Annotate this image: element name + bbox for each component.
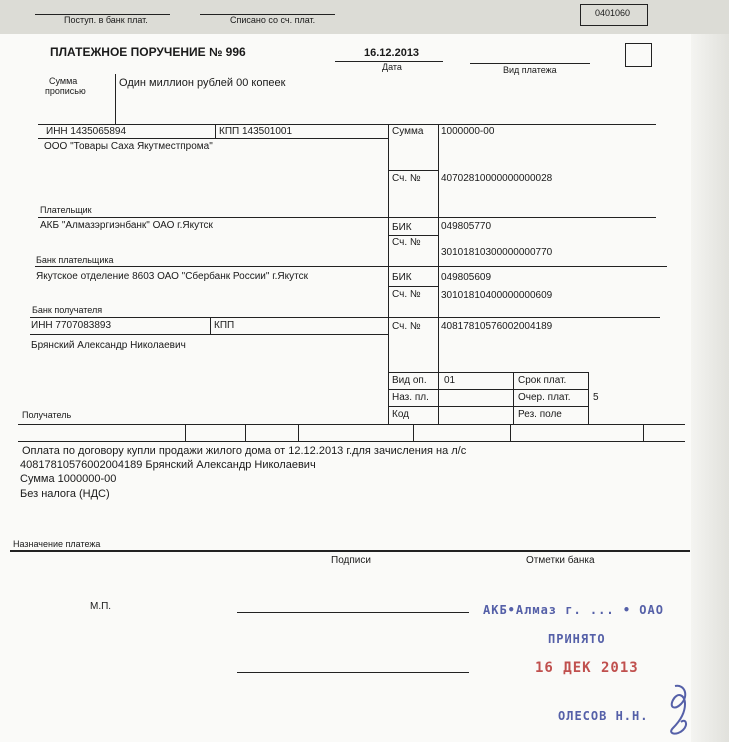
payer-corr: 30101810300000000770 [441,247,553,258]
vid-platezha-line [470,63,590,64]
tax-divider-5 [510,424,511,441]
grid-line-bik1 [388,235,438,236]
vid-platezha-label: Вид платежа [503,65,557,75]
main-vertical-1 [388,124,389,424]
grid-line-purpose [10,550,690,552]
grid-line-codes-top [388,372,588,373]
grid-line-codes-2 [388,406,588,407]
recipient-inn: ИНН 7707083893 [31,320,112,331]
summa-value: 1000000-00 [441,126,495,137]
codes-divider-1 [513,372,514,424]
recipient-bik: 049805609 [441,272,492,283]
podpisi-label: Подписи [331,555,371,566]
payer-section-label: Плательщик [40,205,92,215]
right-shadow [691,34,729,742]
stamp-officer: ОЛЕСОВ Н.Н. [558,709,649,723]
grid-line-bik2 [388,286,438,287]
amount-words-label-2: прописью [45,86,86,96]
purpose-line-3: Сумма 1000000-00 [20,473,117,485]
page-title: ПЛАТЕЖНОЕ ПОРУЧЕНИЕ № 996 [50,45,246,59]
spisano-label: Списано со сч. плат. [230,15,316,25]
payer-corr-label: Сч. № [392,237,421,248]
amount-words-value: Один миллион рублей 00 копеек [119,77,286,89]
recipient-bik-label: БИК [392,272,412,283]
tax-divider-2 [245,424,246,441]
grid-line-payer [38,217,656,218]
grid-line-1 [38,124,656,125]
tax-divider-6 [643,424,644,441]
tax-divider-3 [298,424,299,441]
stamp-date: 16 ДЕК 2013 [535,660,639,676]
signature-line-2 [237,672,469,673]
recipient-account-label: Сч. № [392,321,421,332]
grid-line-payer-bank [35,266,667,267]
ocher-plat-label: Очер. плат. [518,392,571,403]
grid-line-inn [38,138,388,139]
purpose-section-label: Назначение платежа [13,539,101,549]
vid-op-label: Вид оп. [392,375,427,386]
recipient-bank-name: Якутское отделение 8603 ОАО "Сбербанк России" г.Якутск [36,271,308,282]
mp-label: М.П. [90,601,112,612]
grid-line-recipient-inn [30,334,388,335]
payer-bik: 049805770 [441,221,492,232]
ocher-plat-value: 5 [593,392,599,403]
tax-divider-1 [185,424,186,441]
grid-line-tax [18,441,685,442]
payer-inn: ИНН 1435065894 [46,126,127,137]
grid-line-acc [388,170,438,171]
recipient-inn-kpp-divider [210,317,211,334]
payer-account-label: Сч. № [392,173,421,184]
postupl-label: Поступ. в банк плат. [64,15,148,25]
recipient-corr: 30101810400000000609 [441,290,553,301]
recipient-name: Брянский Александр Николаевич [31,340,186,351]
otmetki-banka-label: Отметки банка [526,555,595,566]
amount-words-label-1: Сумма [49,76,78,86]
tax-divider-4 [413,424,414,441]
inn-kpp-divider [215,124,216,138]
summa-label: Сумма [392,126,424,137]
form-code: 0401060 [595,8,631,18]
recipient-bank-section-label: Банк получателя [32,305,103,315]
recipient-kpp: КПП [214,320,235,331]
payer-bank-name: АКБ "Алмазэргиэнбанк" ОАО г.Якутск [40,220,213,231]
srok-plat-label: Срок плат. [518,375,567,386]
date-value: 16.12.2013 [364,47,420,59]
purpose-line-4: Без налога (НДС) [20,488,110,500]
purpose-line-1: Оплата по договору купли продажи жилого дома от 12.12.2013 г.для зачисления на л/с [22,445,467,457]
officer-signature-image [655,682,700,742]
kod-label: Код [392,409,410,420]
vid-op-value: 01 [444,375,456,386]
naz-pl-label: Наз. пл. [392,392,429,403]
recipient-corr-label: Сч. № [392,289,421,300]
main-vertical-2 [438,124,439,424]
payer-bank-section-label: Банк плательщика [36,255,114,265]
recipient-section-label: Получатель [22,410,72,420]
payer-kpp: КПП 143501001 [219,126,293,137]
form-type-box [625,43,652,67]
stamp-bank-line: АКБ•Алмаз г. ... • ОАО [483,603,664,617]
payer-name: ООО "Товары Саха Якутместпрома" [44,141,213,152]
stamp-prinyato: ПРИНЯТО [548,632,606,646]
purpose-line-2: 40817810576002004189 Брянский Александр Николаевич [20,459,316,471]
grid-line-recipient-bank [30,317,660,318]
recipient-account: 40817810576002004189 [441,321,553,332]
rez-pole-label: Рез. поле [518,409,562,420]
amount-words-divider [115,74,116,124]
grid-line-recipient [18,424,685,425]
payer-bik-label: БИК [392,222,412,233]
signature-line-1 [237,612,469,613]
payer-account: 40702810000000000028 [441,173,553,184]
date-label: Дата [382,62,402,72]
grid-line-codes-1 [388,389,588,390]
codes-divider-2 [588,372,589,424]
